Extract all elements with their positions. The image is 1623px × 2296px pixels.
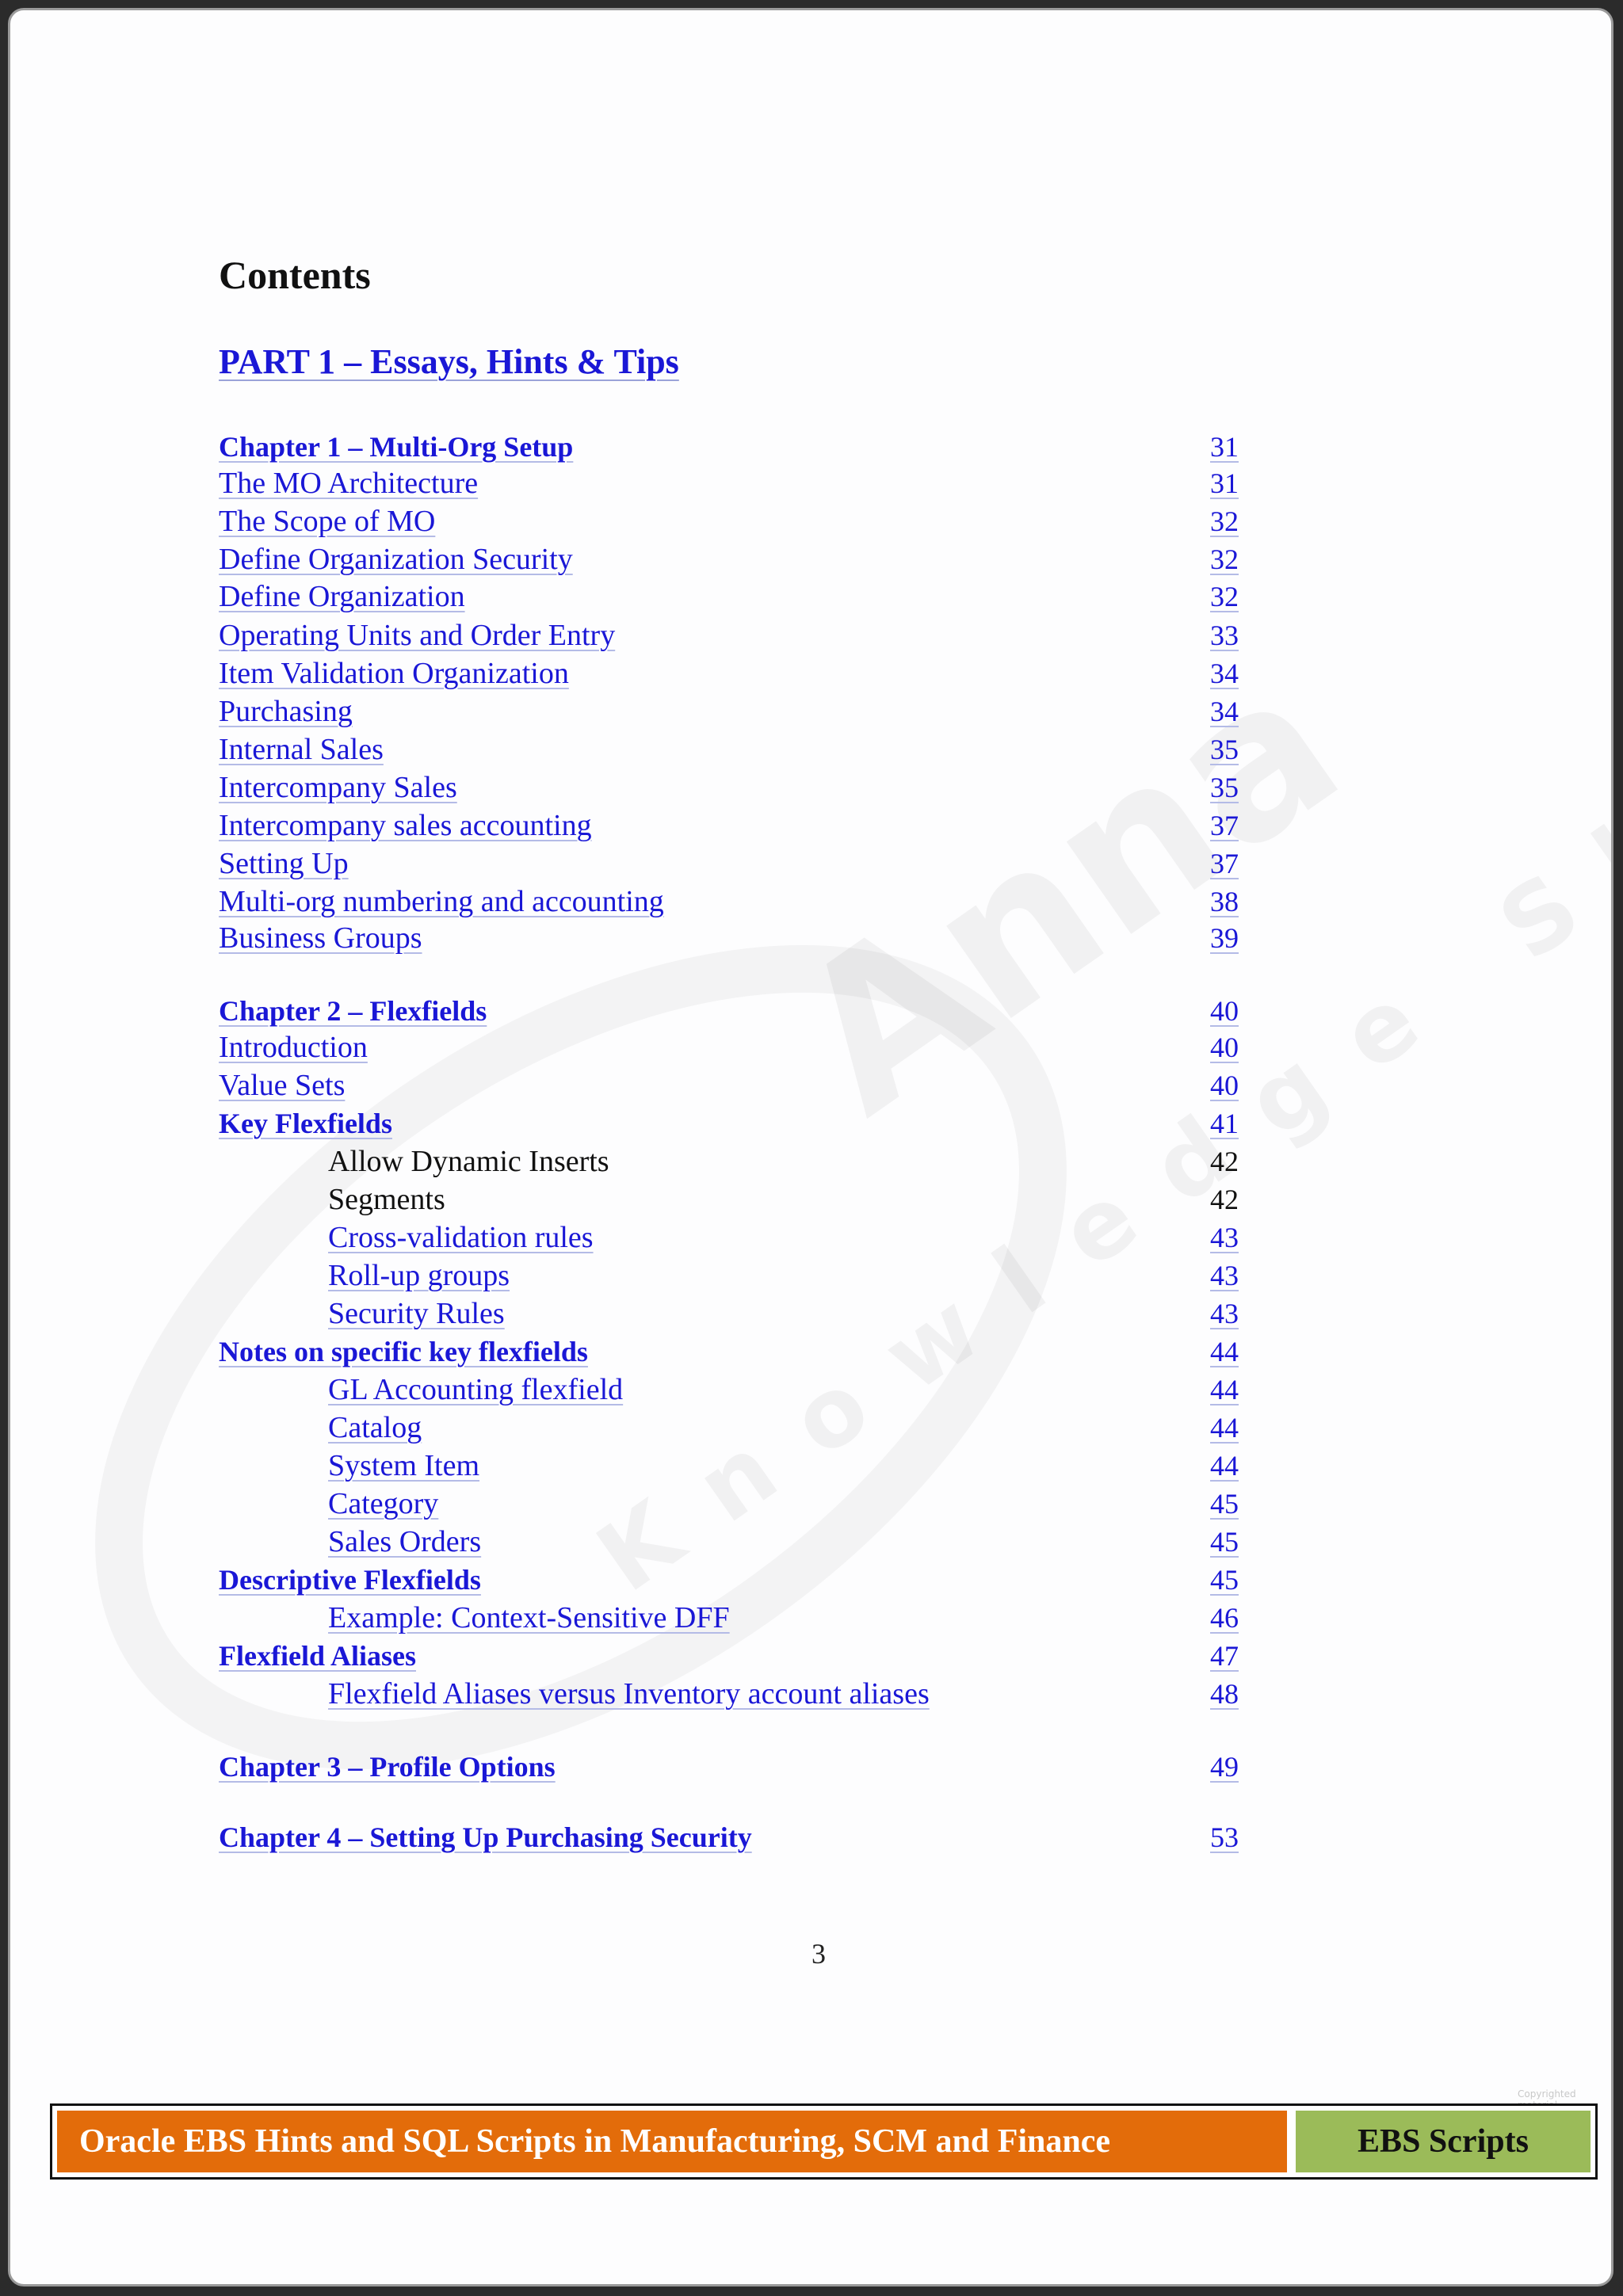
- toc-entry-page[interactable]: 37: [1210, 848, 1239, 879]
- toc-entry[interactable]: [10, 919, 1613, 957]
- toc-entry[interactable]: [10, 1748, 1613, 1786]
- toc-entry-label[interactable]: Flexfield Aliases versus Inventory account aliases: [328, 1677, 930, 1711]
- toc-entry[interactable]: [10, 540, 1613, 578]
- toc-entry-page[interactable]: 37: [1210, 810, 1239, 841]
- toc-entry-label[interactable]: Chapter 3 – Profile Options: [219, 1751, 556, 1783]
- page-number: 3: [812, 1938, 826, 1970]
- toc-entry-page[interactable]: 44: [1210, 1450, 1239, 1482]
- toc-entry-label[interactable]: System Item: [328, 1449, 480, 1482]
- toc-entry-page[interactable]: 34: [1210, 658, 1239, 689]
- toc-entry-page[interactable]: 44: [1210, 1412, 1239, 1444]
- toc-entry[interactable]: [10, 1675, 1613, 1713]
- toc-entry[interactable]: [10, 1295, 1613, 1333]
- toc-entry-page[interactable]: 45: [1210, 1488, 1239, 1520]
- toc-entry: [10, 1142, 1613, 1180]
- toc-entry-page[interactable]: 44: [1210, 1336, 1239, 1367]
- toc-entry-page[interactable]: 43: [1210, 1260, 1239, 1291]
- toc-entry-page[interactable]: 47: [1210, 1640, 1239, 1672]
- toc-entry-label[interactable]: Chapter 2 – Flexfields: [219, 995, 487, 1027]
- toc-entry[interactable]: [10, 807, 1613, 845]
- footer-badge: EBS Scripts: [1296, 2111, 1591, 2172]
- toc-entry[interactable]: [10, 1219, 1613, 1257]
- toc-entry[interactable]: [10, 464, 1613, 502]
- toc-entry-label[interactable]: Roll-up groups: [328, 1259, 510, 1292]
- toc-entry[interactable]: [10, 1485, 1613, 1523]
- toc-entry-label[interactable]: Value Sets: [219, 1069, 346, 1102]
- toc-entry-label[interactable]: The Scope of MO: [219, 505, 436, 538]
- toc-entry-label[interactable]: Multi-org numbering and accounting: [219, 885, 664, 918]
- toc-entry-label[interactable]: The MO Architecture: [219, 467, 479, 500]
- toc-entry-label[interactable]: Intercompany Sales: [219, 771, 457, 804]
- toc-entry[interactable]: [10, 502, 1613, 540]
- toc-entry-page[interactable]: 45: [1210, 1526, 1239, 1558]
- toc-entry-label[interactable]: Chapter 1 – Multi-Org Setup: [219, 431, 574, 463]
- toc-entry-page[interactable]: 38: [1210, 886, 1239, 917]
- toc-entry[interactable]: [10, 1637, 1613, 1675]
- toc-entry-page[interactable]: 31: [1210, 431, 1239, 463]
- toc-entry-label[interactable]: Catalog: [328, 1411, 422, 1444]
- toc-entry-page[interactable]: 41: [1210, 1108, 1239, 1139]
- toc-entry[interactable]: [10, 428, 1613, 466]
- toc-entry-page[interactable]: 33: [1210, 620, 1239, 651]
- toc-entry[interactable]: [10, 883, 1613, 921]
- toc-entry[interactable]: [10, 1599, 1613, 1637]
- toc-entry-label[interactable]: Security Rules: [328, 1297, 505, 1330]
- toc-entry-page[interactable]: 31: [1210, 467, 1239, 499]
- toc-entry-label[interactable]: Business Groups: [219, 921, 422, 955]
- toc-entry[interactable]: [10, 1409, 1613, 1447]
- toc-entry-page[interactable]: 32: [1210, 505, 1239, 537]
- toc-entry-page[interactable]: 40: [1210, 1070, 1239, 1101]
- toc-entry-page[interactable]: 43: [1210, 1298, 1239, 1329]
- toc-entry-label[interactable]: Setting Up: [219, 847, 349, 880]
- toc-entry-page[interactable]: 40: [1210, 995, 1239, 1027]
- toc-entry-page[interactable]: 35: [1210, 772, 1239, 803]
- toc-entry-page[interactable]: 45: [1210, 1564, 1239, 1596]
- toc-entry[interactable]: [10, 1818, 1613, 1856]
- toc-entry-label: Allow Dynamic Inserts: [328, 1145, 609, 1178]
- toc-entry[interactable]: [10, 845, 1613, 883]
- toc-entry[interactable]: [10, 692, 1613, 730]
- toc-entry-page: 42: [1210, 1184, 1239, 1215]
- toc-entry-page[interactable]: 34: [1210, 696, 1239, 727]
- toc-entry-label[interactable]: Chapter 4 – Setting Up Purchasing Security: [219, 1821, 752, 1853]
- toc-entry[interactable]: [10, 1257, 1613, 1295]
- toc-entry-page[interactable]: 40: [1210, 1032, 1239, 1063]
- footer-banner: [50, 2103, 1598, 2180]
- toc-entry-label[interactable]: Example: Context-Sensitive DFF: [328, 1601, 730, 1634]
- copyright-mark: Copyrighted: [1518, 2088, 1576, 2100]
- toc-entry-page[interactable]: 49: [1210, 1751, 1239, 1783]
- toc-entry-label[interactable]: GL Accounting flexfield: [328, 1373, 624, 1406]
- toc-entry-label[interactable]: Purchasing: [219, 695, 353, 728]
- toc-entry-label: Segments: [328, 1183, 445, 1216]
- toc-entry[interactable]: [10, 1447, 1613, 1485]
- toc-entry-page[interactable]: 35: [1210, 734, 1239, 765]
- toc-entry-label[interactable]: Cross-validation rules: [328, 1221, 594, 1254]
- toc-entry-label[interactable]: Key Flexfields: [219, 1108, 392, 1139]
- toc-entry-label[interactable]: Operating Units and Order Entry: [219, 619, 616, 652]
- toc-entry-label[interactable]: Sales Orders: [328, 1525, 482, 1558]
- toc-entry: [10, 1180, 1613, 1219]
- toc-entry[interactable]: [10, 1066, 1613, 1104]
- toc-entry-page: 42: [1210, 1146, 1239, 1177]
- toc-entry[interactable]: [10, 1561, 1613, 1599]
- toc-entry[interactable]: [10, 769, 1613, 807]
- toc-entry-page[interactable]: 53: [1210, 1821, 1239, 1853]
- toc-entry-label[interactable]: Define Organization Security: [219, 543, 573, 576]
- toc-entry[interactable]: [10, 1523, 1613, 1561]
- toc-entry-page[interactable]: 46: [1210, 1602, 1239, 1634]
- toc-entry-label[interactable]: Internal Sales: [219, 733, 384, 766]
- toc-entry-page[interactable]: 44: [1210, 1374, 1239, 1405]
- toc-entry-label[interactable]: Intercompany sales accounting: [219, 809, 592, 842]
- toc-entry[interactable]: [10, 616, 1613, 654]
- toc-entry[interactable]: [10, 1371, 1613, 1409]
- toc-entry-label[interactable]: Notes on specific key flexfields: [219, 1336, 588, 1367]
- toc-entry-page[interactable]: 43: [1210, 1222, 1239, 1253]
- toc-entry-page[interactable]: 32: [1210, 543, 1239, 575]
- toc-entry-label[interactable]: Flexfield Aliases: [219, 1640, 416, 1672]
- toc-entry-label[interactable]: Category: [328, 1487, 439, 1520]
- toc-entry-label[interactable]: Item Validation Organization: [219, 657, 569, 690]
- toc-entry[interactable]: [10, 992, 1613, 1030]
- toc-entry[interactable]: [10, 654, 1613, 692]
- toc-entry-label[interactable]: Descriptive Flexfields: [219, 1564, 481, 1596]
- page-title: Contents: [219, 253, 371, 297]
- toc-entry-label[interactable]: Define Organization: [219, 580, 465, 613]
- toc-entry-page[interactable]: 48: [1210, 1678, 1239, 1710]
- toc-entry[interactable]: [10, 1104, 1613, 1142]
- footer-book-title: Oracle EBS Hints and SQL Scripts in Manufacturing, SCM and Finance: [57, 2111, 1287, 2172]
- toc-entry[interactable]: [10, 1028, 1613, 1066]
- toc-entry-page[interactable]: 32: [1210, 581, 1239, 612]
- document-page: [8, 8, 1613, 2286]
- toc-entry-page[interactable]: 39: [1210, 922, 1239, 954]
- toc-entry-label[interactable]: Introduction: [219, 1031, 368, 1064]
- part-title-link[interactable]: PART 1 – Essays, Hints & Tips: [219, 342, 679, 381]
- toc-entry[interactable]: [10, 730, 1613, 769]
- toc-entry[interactable]: [10, 578, 1613, 616]
- toc-entry[interactable]: [10, 1333, 1613, 1371]
